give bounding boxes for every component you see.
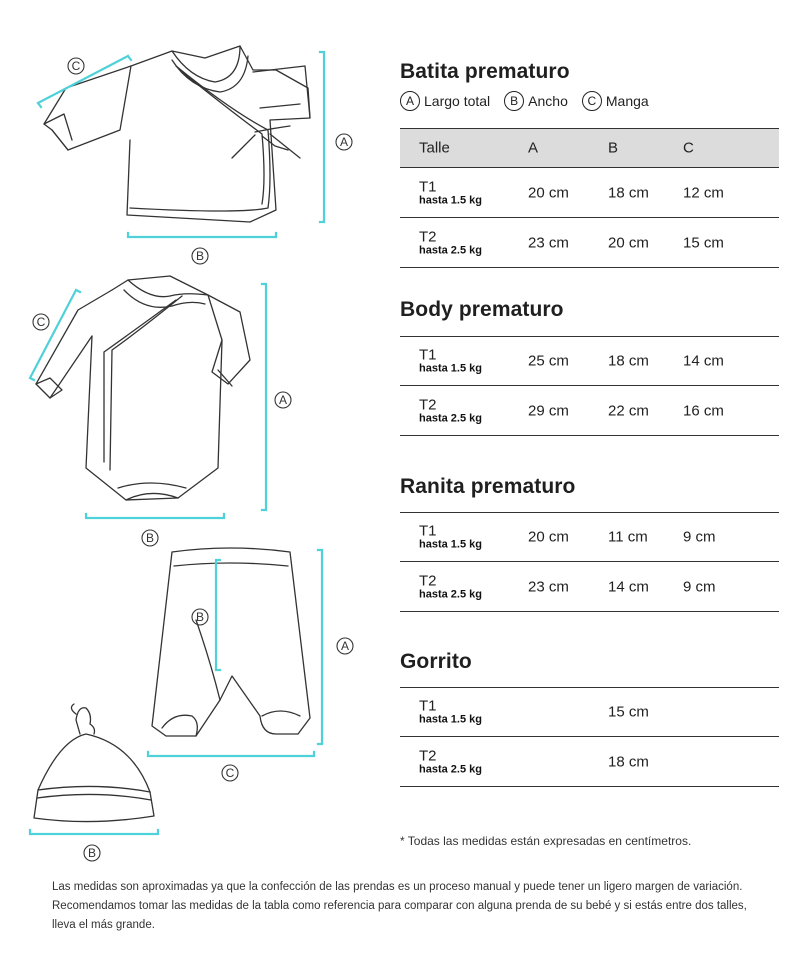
- value-c: 12 cm: [683, 184, 724, 201]
- table-row: [400, 336, 779, 386]
- body-title: Body prematuro: [400, 298, 564, 321]
- ranita-title: Ranita prematuro: [400, 475, 576, 498]
- legend-b-marker: B: [504, 91, 524, 111]
- value-c: 15 cm: [683, 234, 724, 251]
- weight-label: hasta 2.5 kg: [419, 588, 482, 600]
- size-label: T2: [419, 228, 437, 245]
- size-label: T1: [419, 522, 437, 540]
- value-a: 20 cm: [528, 528, 569, 546]
- units-note: * Todas las medidas están expresadas en centímetros.: [400, 834, 692, 848]
- value-a: 20 cm: [528, 184, 569, 201]
- table-row: [400, 512, 779, 562]
- body-illustration: [36, 276, 250, 500]
- table-row: [400, 687, 779, 737]
- batita-title: Batita prematuro: [400, 60, 570, 83]
- value-b: 11 cm: [608, 528, 648, 546]
- ranita-measure-lines: [148, 550, 322, 756]
- disclaimer: Las medidas son aproximadas ya que la confección de las prendas es un proceso manual y puede tener un ligero margen de variación. Recomendamos tomar las medidas de la tabla como referencia para comparar con alguna prenda de su bebé y si estás entre dos talles, lleva el más grande.: [52, 881, 747, 931]
- batita-illustration: [44, 46, 310, 222]
- table-row: [400, 737, 779, 787]
- value-b: 18 cm: [608, 184, 649, 201]
- value-c: 16 cm: [683, 402, 724, 419]
- size-cell: [419, 229, 482, 256]
- weight-label: hasta 1.5 kg: [419, 538, 482, 551]
- value-b: 20 cm: [608, 234, 649, 251]
- value-a: 23 cm: [528, 234, 569, 251]
- value-b: 18 cm: [608, 753, 649, 770]
- marker-c: C: [36, 315, 46, 329]
- marker-a: A: [339, 135, 349, 149]
- size-cell: [419, 699, 482, 726]
- size-label: T1: [419, 346, 437, 364]
- size-cell: [419, 524, 482, 551]
- header-size: Talle: [419, 139, 450, 157]
- garment-illustrations: [0, 0, 380, 870]
- size-cell: [419, 348, 482, 375]
- legend-a-label: Largo total: [424, 93, 491, 109]
- marker-a: A: [278, 393, 288, 407]
- size-label: T2: [419, 396, 437, 413]
- header-a: A: [528, 139, 539, 157]
- value-c: 9 cm: [683, 578, 716, 595]
- size-label: T1: [419, 697, 437, 715]
- marker-b: B: [87, 846, 97, 860]
- size-cell: [419, 397, 482, 424]
- legend-b-label: Ancho: [528, 93, 568, 109]
- value-c: 9 cm: [683, 528, 716, 546]
- marker-c: C: [71, 59, 81, 73]
- weight-label: hasta 1.5 kg: [419, 362, 482, 375]
- weight-label: hasta 1.5 kg: [419, 713, 482, 726]
- value-a: 29 cm: [528, 402, 569, 419]
- marker-b: B: [145, 531, 155, 545]
- value-b: 18 cm: [608, 352, 649, 370]
- marker-a: A: [340, 639, 350, 653]
- measure-markers: [33, 58, 353, 861]
- gorrito-table: [400, 687, 779, 787]
- header-b: B: [608, 139, 619, 157]
- weight-label: hasta 2.5 kg: [419, 244, 482, 256]
- value-a: 23 cm: [528, 578, 569, 595]
- gorrito-title: Gorrito: [400, 650, 472, 673]
- weight-label: hasta 2.5 kg: [419, 412, 482, 424]
- size-cell: [419, 573, 482, 600]
- weight-label: hasta 1.5 kg: [419, 194, 482, 206]
- table-row: [400, 386, 779, 436]
- size-cell: [419, 179, 482, 206]
- marker-b: B: [195, 249, 205, 263]
- ranita-table: [400, 512, 779, 612]
- value-c: 14 cm: [683, 352, 724, 370]
- legend-a-marker: A: [400, 91, 420, 111]
- value-a: 25 cm: [528, 352, 569, 370]
- table-row: [400, 168, 779, 218]
- body-table: [400, 336, 779, 436]
- header-c: C: [683, 139, 694, 157]
- legend-b: [504, 91, 568, 111]
- marker-b: B: [195, 610, 205, 624]
- table-row: [400, 562, 779, 612]
- legend-a: [400, 91, 490, 111]
- value-b: 14 cm: [608, 578, 649, 595]
- legend-c: [582, 91, 649, 111]
- value-b: 15 cm: [608, 703, 649, 721]
- gorrito-illustration: [34, 704, 154, 822]
- size-label: T2: [419, 747, 437, 764]
- legend-c-label: Manga: [605, 93, 649, 109]
- table-header: [400, 128, 779, 168]
- size-label: T1: [419, 178, 437, 195]
- legend-c-marker: C: [582, 91, 602, 111]
- measure-legend: [400, 91, 663, 111]
- weight-label: hasta 2.5 kg: [419, 763, 482, 775]
- size-label: T2: [419, 572, 437, 589]
- marker-c: C: [225, 766, 235, 780]
- value-b: 22 cm: [608, 402, 649, 419]
- ranita-illustration: [152, 548, 310, 736]
- batita-table: [400, 128, 779, 268]
- table-row: [400, 218, 779, 268]
- gorrito-measure-lines: [30, 830, 158, 834]
- size-cell: [419, 748, 482, 775]
